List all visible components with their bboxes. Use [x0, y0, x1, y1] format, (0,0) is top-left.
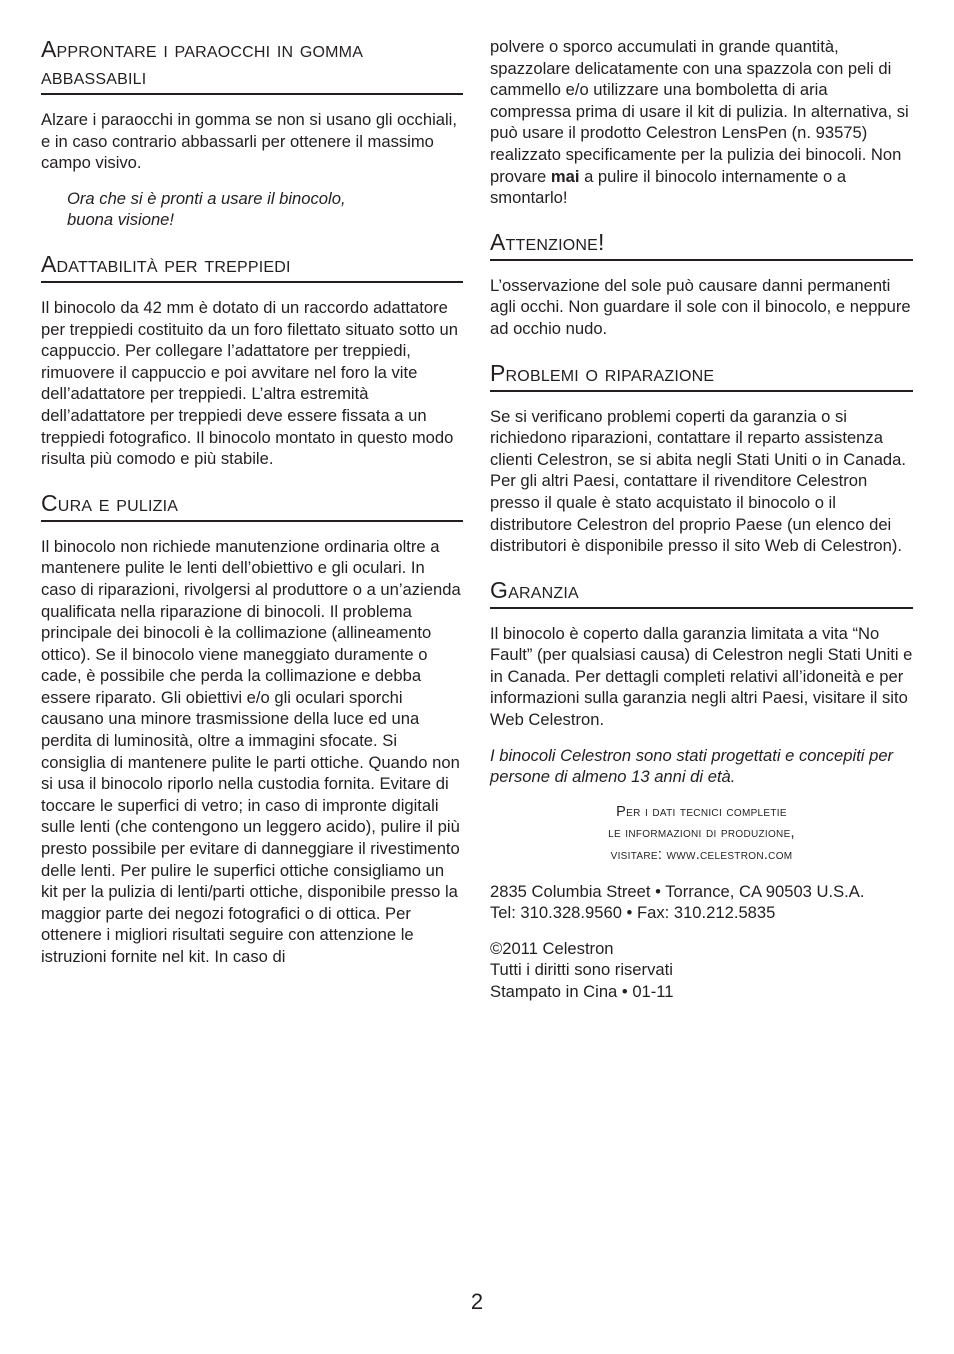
address-line-2: Tel: 310.328.9560 • Fax: 310.212.5835 — [490, 903, 776, 923]
section-heading-paraocchi — [41, 36, 463, 95]
italic-note-line-2: buona visione! — [67, 210, 175, 230]
cura-cont-bold: mai — [550, 166, 580, 186]
address-block — [490, 881, 913, 924]
address-line-1: 2835 Columbia Street • Torrance, CA 90503 U.S.A. — [490, 881, 865, 901]
garanzia-body: Il binocolo è coperto dalla garanzia limitata a vita “No Fault” (per qualsiasi causa) di Celestron negli Stati Uniti e in Canada. Per dettagli completi relativi all’idoneità e per informazioni sulla garanzia negli altri Paesi, visitare il sito Web Celestron. — [490, 623, 913, 730]
cura-body-continued — [490, 36, 913, 209]
section-heading-treppiedi: Adattabilità per treppiedi — [41, 251, 463, 283]
cura-cont-text-end: a pulire il binocolo internamente o a smontarlo! — [490, 166, 847, 208]
copyright-block — [490, 938, 913, 1003]
copyright-line-3: Stampato in Cina • 01-11 — [490, 982, 674, 1001]
italic-note-line-1: Ora che si è pronti a usare il binocolo, — [67, 188, 346, 208]
section-heading-garanzia: Garanzia — [490, 577, 913, 609]
paraocchi-body: Alzare i paraocchi in gomma se non si usano gli occhiali, e in caso contrario abbassarli per ottenere il massimo campo visivo. — [41, 110, 457, 173]
cura-body: Il binocolo non richiede manutenzione ordinaria oltre a mantenere pulite le lenti dell’obiettivo e gli oculari. In caso di riparazioni, rivolgersi al produttore o a un’azienda qualificata nella riparazione di binocoli. Il problema principale dei binocoli è la collimazione (allineamento ottico). Se il binocolo viene maneggiato duramente o cade, è possibile che perda la collimazione e debba essere riparato. Gli obiettivi e/o gli oculari sporchi causano una minore trasmissione della luce ed una perdita di luminosità, oltre a immagini sfocate. Si consiglia di mantenere pulite le parti ottiche. Quando non si usa il binocolo riporlo nella custodia fornita. Evitare di toccare le superfici di vetro; in caso di impronte digitali sulle lenti (che contengono un leggero acido), pulire il più presto possibile per evitare di danneggiare il rivestimento delle lenti. Per pulire le superfici ottiche consigliamo un kit per la pulizia di lenti/parti ottiche, disponibile presso la maggior parte dei negozi fotografici o di ottica. Per ottenere i migliori risultati seguire con attenzione le istruzioni fornite nel kit. In caso di — [41, 536, 461, 966]
section-heading-cura: Cura e pulizia — [41, 490, 463, 522]
right-column — [490, 36, 913, 1017]
heading-line-2: abbassabili — [41, 63, 147, 89]
info-block — [490, 802, 913, 867]
garanzia-italic-note: I binocoli Celestron sono stati progettati e concepiti per persone di almeno 13 anni di età. — [490, 745, 894, 787]
heading-line-1: Approntare i paraocchi in gomma — [41, 36, 364, 62]
copyright-line-1: ©2011 Celestron — [490, 938, 614, 958]
section-heading-attenzione: Attenzione! — [490, 229, 913, 261]
info-line-1: Per i dati tecnici completie — [616, 803, 787, 820]
page-number: 2 — [470, 1289, 484, 1314]
info-line-2: le informazioni di produzione, — [608, 825, 795, 842]
info-line-3: visitare: www.celestron.com — [610, 847, 793, 864]
treppiedi-body: Il binocolo da 42 mm è dotato di un raccordo adattatore per treppiedi costituito da un foro filettato situato sotto un cappuccio. Per collegare l’adattatore per treppiedi, rimuovere il cappuccio e poi avvitare nel foro la vite dell’adattatore per treppiedi. L’altra estremità dell’adattatore per treppiedi deve essere fissata a un treppiedi fotografico. Il binocolo montato in questo modo risulta più comodo e più stabile. — [41, 297, 458, 469]
section-heading-problemi: Problemi o riparazione — [490, 360, 913, 392]
problemi-body: Se si verificano problemi coperti da garanzia o si richiedono riparazioni, contattare il reparto assistenza clienti Celestron, se si abita negli Stati Uniti o in Canada. Per gli altri Paesi, contattare il rivenditore Celestron presso il quale è stato acquistato il binocolo o il distributore Celestron del proprio Paese (un elenco dei distributori è disponibile presso il sito Web di Celestron). — [490, 406, 906, 556]
cura-cont-text: polvere o sporco accumulati in grande quantità, spazzolare delicatamente con una spazzola con peli di cammello e/o utilizzare una bomboletta di aria compressa prima di usare il kit di pulizia. In alternativa, si può usare il prodotto Celestron LensPen (n. 93575) realizzato specificamente per la pulizia dei binocoli. Non provare — [490, 37, 909, 186]
left-column — [41, 36, 463, 982]
copyright-line-2: Tutti i diritti sono riservati — [490, 960, 673, 980]
attenzione-body: L’osservazione del sole può causare danni permanenti agli occhi. Non guardare il sole con il binocolo, e neppure ad occhio nudo. — [490, 275, 911, 338]
paraocchi-italic-note — [41, 188, 463, 231]
